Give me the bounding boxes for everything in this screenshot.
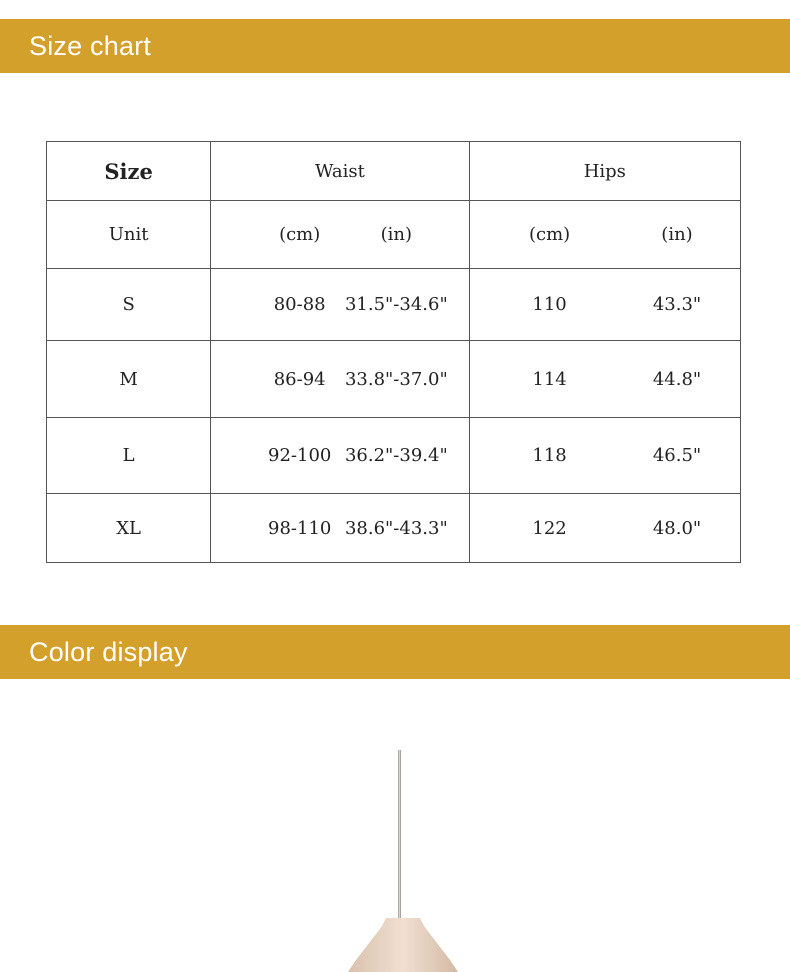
waist-in-cell: 33.8"-37.0"	[344, 368, 448, 390]
hips-cm-cell: 114	[532, 368, 567, 390]
table-row	[47, 494, 741, 563]
color-display-banner	[0, 625, 790, 679]
table-unit-row	[47, 201, 741, 269]
waist-cm-cell: 80-88	[273, 294, 326, 315]
hips-cm-unit: (cm)	[528, 224, 571, 245]
waist-in-cell: 38.6"-43.3"	[344, 517, 448, 539]
waist-cm-cell: 86-94	[273, 368, 326, 390]
size-cell: S	[47, 269, 211, 341]
hips-in-cell: 46.5"	[652, 445, 702, 466]
size-chart-banner	[0, 19, 790, 73]
size-cell: L	[47, 418, 211, 494]
waist-cm-cell: 98-110	[268, 517, 332, 539]
hips-cm-cell: 110	[532, 294, 567, 315]
table-row	[47, 269, 741, 341]
size-cell: XL	[47, 494, 211, 563]
hips-in-unit: (in)	[661, 224, 693, 245]
hips-cm-cell: 122	[532, 517, 567, 539]
hips-in-cell: 44.8"	[652, 368, 702, 390]
hips-in-cell: 43.3"	[652, 294, 702, 315]
size-chart-title: Size chart	[29, 30, 152, 61]
size-chart-table	[46, 141, 741, 563]
color-display-title: Color display	[29, 636, 188, 667]
waist-header: Waist	[211, 142, 469, 201]
waist-in-unit: (in)	[380, 224, 413, 245]
waist-in-cell: 31.5"-34.6"	[344, 294, 448, 315]
table-row	[47, 341, 741, 418]
table-header-row	[47, 142, 741, 201]
hips-cm-cell: 118	[532, 445, 567, 466]
unit-label: Unit	[47, 201, 211, 269]
waist-in-cell: 36.2"-39.4"	[344, 445, 448, 466]
hips-header: Hips	[469, 142, 740, 201]
display-stand-pole	[398, 750, 401, 930]
size-cell: M	[47, 341, 211, 418]
hips-in-cell: 48.0"	[652, 517, 702, 539]
table-row	[47, 418, 741, 494]
hanger-image	[348, 912, 458, 972]
size-header: Size	[47, 142, 211, 201]
waist-cm-unit: (cm)	[279, 224, 321, 245]
waist-cm-cell: 92-100	[268, 445, 332, 466]
